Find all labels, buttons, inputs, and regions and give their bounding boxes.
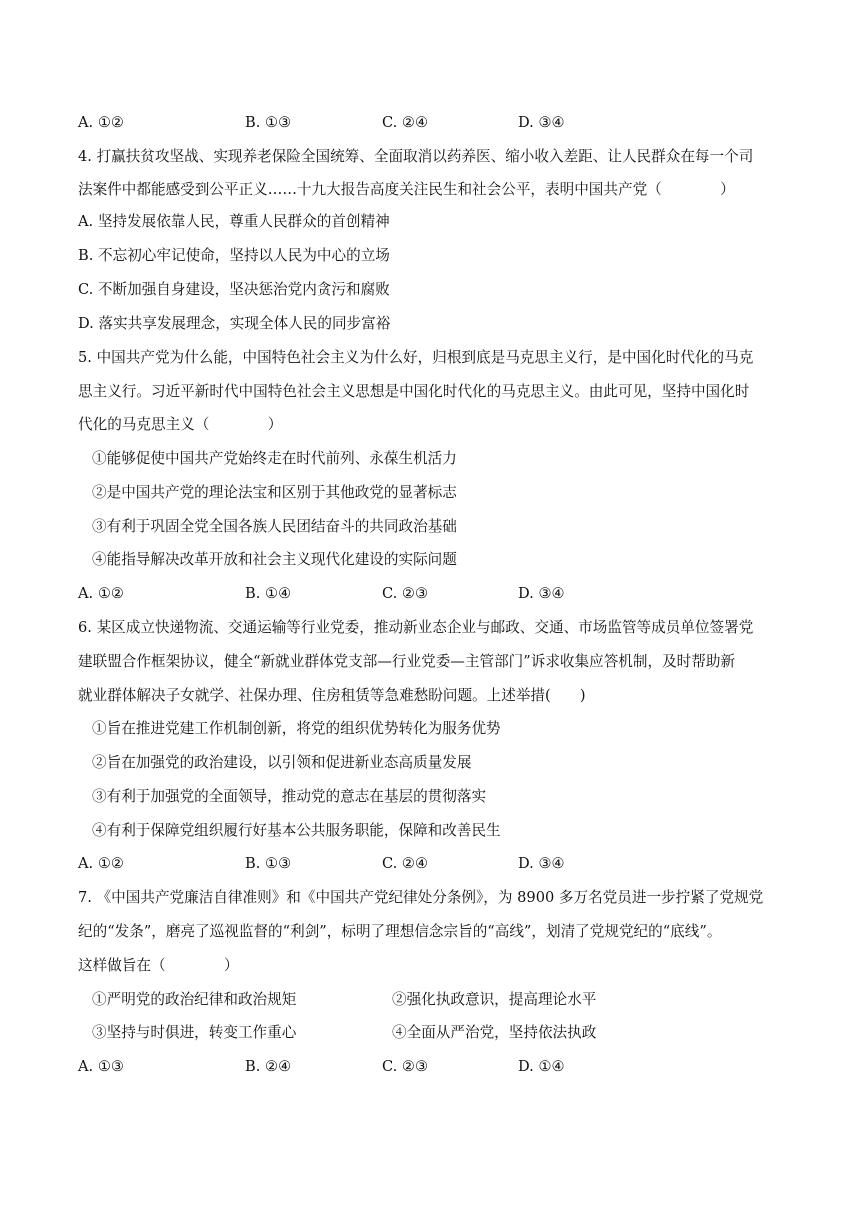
q7-option-a: A. ①③ [78,1058,124,1075]
q4-choice-d: D. 落实共享发展理念，实现全体人民的同步富裕 [78,315,391,332]
q3-option-c: C. ②④ [382,114,429,131]
q5-statement-1: ①能够促使中国共产党始终走在时代前列、永葆生机活力 [92,450,457,467]
q5-option-a: A. ①② [78,585,124,602]
q5-statement-4: ④能指导解决改革开放和社会主义现代化建设的实际问题 [92,551,457,568]
q3-option-a: A. ①② [78,114,124,131]
q7-option-c: C. ②③ [382,1058,429,1075]
q4-choice-b: B. 不忘初心牢记使命，坚持以人民为中心的立场 [78,247,390,264]
q4-stem-line-1: 4. 打赢扶贫攻坚战、实现养老保险全国统筹、全面取消以药养医、缩小收入差距、让人民群众在每一个司 [78,148,754,165]
q5-option-d: D. ③④ [518,585,565,602]
q6-stem-line-3: 就业群体解决子女就学、社保办理、住房租赁等急难愁盼问题。上述举措( ) [78,687,586,704]
q5-statement-2: ②是中国共产党的理论法宝和区别于其他政党的显著标志 [92,484,457,501]
q6-option-c: C. ②④ [382,855,429,872]
q7-stem-line-2: 纪的“发条”，磨亮了巡视监督的“利剑”，标明了理想信念宗旨的“高线”，划清了党规党纪的“底线”。 [78,923,722,940]
q5-stem-line-1: 5. 中国共产党为什么能，中国特色社会主义为什么好，归根到底是马克思主义行，是中国化时代化的马克 [78,349,754,366]
q7-statement-3: ③坚持与时俱进，转变工作重心 [92,1024,297,1041]
q4-choice-c: C. 不断加强自身建设，坚决惩治党内贪污和腐败 [78,281,390,298]
q7-statement-1: ①严明党的政治纪律和政治规矩 [92,991,297,1008]
q5-stem-line-2: 思主义行。习近平新时代中国特色社会主义思想是中国化时代化的马克思主义。由此可见，坚持中国化时 [78,383,750,400]
q6-statement-3: ③有利于加强党的全面领导，推动党的意志在基层的贯彻落实 [92,788,487,805]
q4-choice-a: A. 坚持发展依靠人民，尊重人民群众的首创精神 [78,213,390,230]
q3-option-b: B. ①③ [245,114,292,131]
q7-option-d: D. ①④ [518,1058,565,1075]
q5-option-b: B. ①④ [245,585,292,602]
q6-option-b: B. ①③ [245,855,292,872]
q6-statement-1: ①旨在推进党建工作机制创新，将党的组织优势转化为服务优势 [92,720,501,737]
q7-statement-2: ②强化执政意识，提高理论水平 [392,991,597,1008]
q6-statement-2: ②旨在加强党的政治建设，以引领和促进新业态高质量发展 [92,754,472,771]
q3-option-d: D. ③④ [518,114,565,131]
q5-option-c: C. ②③ [382,585,429,602]
q6-option-d: D. ③④ [518,855,565,872]
q6-option-a: A. ①② [78,855,124,872]
q6-statement-4: ④有利于保障党组织履行好基本公共服务职能，保障和改善民生 [92,822,501,839]
q6-stem-line-1: 6. 某区成立快递物流、交通运输等行业党委，推动新业态企业与邮政、交通、市场监管等成员单位签署党 [78,619,754,636]
q7-stem-line-1: 7. 《中国共产党廉洁自律准则》和《中国共产党纪律处分条例》，为 8900 多万名党员进一步拧紧了党规党 [78,889,764,906]
q5-stem-line-3: 代化的马克思主义（ ） [78,416,283,433]
q7-statement-4: ④全面从严治党，坚持依法执政 [392,1024,597,1041]
q7-stem-line-3: 这样做旨在（ ） [78,957,239,974]
q4-stem-line-2: 法案件中都能感受到公平正义……十九大报告高度关注民生和社会公平，表明中国共产党（ ） [78,181,735,198]
q5-statement-3: ③有利于巩固全党全国各族人民团结奋斗的共同政治基础 [92,518,457,535]
q6-stem-line-2: 建联盟合作框架协议，健全“新就业群体党支部—行业党委—主管部门”诉求收集应答机制，及时帮助新 [78,653,736,670]
q7-option-b: B. ②④ [245,1058,292,1075]
